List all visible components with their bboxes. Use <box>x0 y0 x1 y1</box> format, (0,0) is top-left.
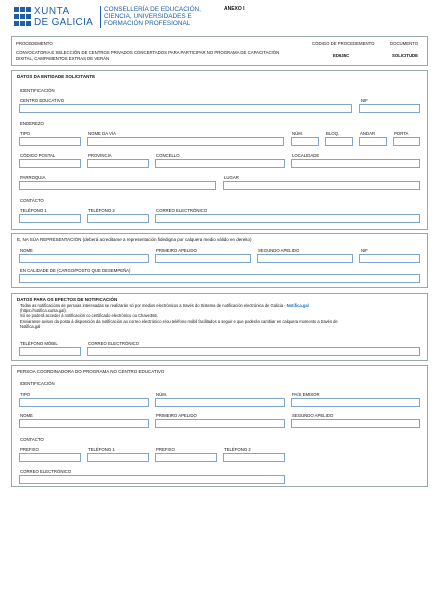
dept-line-1: CONSELLERÍA DE EDUCACIÓN, <box>104 6 201 13</box>
number-label: NÚM. <box>292 131 303 136</box>
council-label: CONCELLO <box>156 153 180 158</box>
notif-mobile-input[interactable] <box>19 347 81 356</box>
notif-email-input[interactable] <box>87 347 420 356</box>
coord-type-label: TIPO <box>20 392 31 397</box>
coord-email-input[interactable] <box>19 475 285 484</box>
coord-name-label: NOME <box>20 413 33 418</box>
coord-number-input[interactable] <box>155 398 285 407</box>
coord-contact-heading: CONTACTO <box>20 437 44 442</box>
rep-surname1-label: PRIMEIRO APELIDO <box>156 248 197 253</box>
rep-name-input[interactable] <box>19 254 149 263</box>
coord-surname1-input[interactable] <box>155 419 285 428</box>
coord-phone2-label: TELÉFONO 2 <box>224 447 251 452</box>
coord-country-label: PAÍS EMISOR <box>292 392 320 397</box>
rep-surname1-input[interactable] <box>155 254 251 263</box>
parish-label: PARROQUIA <box>20 175 46 180</box>
block-input[interactable] <box>325 137 353 146</box>
notif-mobile-label: TELÉFONO MÓBIL <box>20 341 58 346</box>
dept-line-2: CIENCIA, UNIVERSIDADES E <box>104 13 192 20</box>
phone2-input[interactable] <box>87 214 149 223</box>
email-label: CORREO ELECTRÓNICO <box>156 208 208 213</box>
coord-name-input[interactable] <box>19 419 149 428</box>
procedure-title-2: DIXITAL, CAMPAMENTOS EXTRAS DE VERÁN <box>16 56 110 61</box>
notification-line-2: (https://notifica.xunta.gal). <box>20 308 67 314</box>
rep-name-label: NOME <box>20 248 33 253</box>
type-input[interactable] <box>19 137 81 146</box>
type-label: TIPO <box>20 131 31 136</box>
province-label: PROVINCIA <box>88 153 112 158</box>
contact-heading: CONTACTO <box>20 198 44 203</box>
notification-text <box>20 303 420 329</box>
floor-label: ANDAR <box>360 131 376 136</box>
annex-label: ANEXO I <box>224 6 245 12</box>
coord-surname2-input[interactable] <box>291 419 420 428</box>
floor-input[interactable] <box>359 137 387 146</box>
identification-heading: IDENTIFICACIÓN <box>20 88 55 93</box>
street-input[interactable] <box>87 137 284 146</box>
rep-surname2-input[interactable] <box>257 254 353 263</box>
xunta-logo <box>14 6 100 28</box>
coord-prefix1-label: PREFIXO <box>20 447 39 452</box>
procedure-code-label: CÓDIGO DE PROCEDEMENTO <box>312 41 375 46</box>
logo-emblem-icon <box>14 7 31 26</box>
place-label: LUGAR <box>224 175 239 180</box>
centre-input[interactable] <box>19 104 352 113</box>
notification-line-4: Enviaranse avisos da posta á disposición da notificación ao correo electrónico e/ou teléfono móbil facilitados a seguir e que poderán cambiar en calquera momento a través de <box>20 318 338 324</box>
rep-surname2-label: SEGUNDO APELIDO <box>258 248 300 253</box>
coord-number-label: NÚM. <box>156 392 167 397</box>
coord-identification-heading: IDENTIFICACIÓN <box>20 381 55 386</box>
procedure-title-1: CONVOCATORIA E SELECCIÓN DE CENTROS PRIVADOS CONCERTADOS PARA PARTICIPAR NO PROGRAMA DE CAPACITACIÓN <box>16 50 280 55</box>
nif-label: NIF <box>361 98 368 103</box>
number-input[interactable] <box>291 137 319 146</box>
postcode-input[interactable] <box>19 159 81 168</box>
parish-input[interactable] <box>19 181 216 190</box>
dept-line-3: FORMACIÓN PROFESIONAL <box>104 20 191 27</box>
logo-text-xunta: XUNTA <box>34 6 70 17</box>
notifica-link[interactable]: Notifica.gal <box>286 303 309 308</box>
rep-role-label: EN CALIDADE DE (CARGO/POSTO QUE DESEMPEÑA) <box>20 268 131 273</box>
coord-surname2-label: SEGUNDO APELIDO <box>292 413 334 418</box>
coord-prefix2-input[interactable] <box>155 453 217 462</box>
procedure-label: PROCEDEMENTO <box>16 41 53 46</box>
applicant-title: DATOS DA ENTIDADE SOLICITANTE <box>17 74 96 79</box>
province-input[interactable] <box>87 159 149 168</box>
coord-email-label: CORREO ELECTRÓNICO <box>20 469 72 474</box>
locality-input[interactable] <box>291 159 420 168</box>
centre-label: CENTRO EDUCATIVO <box>20 98 65 103</box>
logo-divider <box>100 6 101 28</box>
coord-surname1-label: PRIMEIRO APELIDO <box>156 413 197 418</box>
representative-title: E, NA SÚA REPRESENTACIÓN (deberá acreditarse a representación fidedigna por calquera medio válido en dereito) <box>17 237 252 242</box>
coord-country-input[interactable] <box>291 398 420 407</box>
notification-title: DATOS PARA OS EFECTOS DE NOTIFICACIÓN <box>17 297 118 302</box>
phone1-label: TELÉFONO 1 <box>20 208 47 213</box>
notification-line-1: Todas as notificacións de persoas interesadas se realizarán só por medios electrónicos a través do Sistema de notificación electrónica de Galicia - <box>20 303 286 308</box>
coordinator-title: PERSOA COORDINADORA DO PROGRAMA NO CENTRO EDUCATIVO <box>17 369 165 374</box>
coord-prefix2-label: PREFIXO <box>156 447 175 452</box>
document-label: DOCUMENTO <box>390 41 419 46</box>
phone2-label: TELÉFONO 2 <box>88 208 115 213</box>
notif-email-label: CORREO ELECTRÓNICO <box>88 341 140 346</box>
rep-nif-label: NIF <box>361 248 368 253</box>
document-value: SOLICITUDE <box>392 53 419 58</box>
applicant-section <box>11 70 428 230</box>
door-input[interactable] <box>393 137 420 146</box>
postcode-label: CÓDIGO POSTAL <box>20 153 56 158</box>
rep-role-input[interactable] <box>19 274 420 283</box>
coord-phone1-input[interactable] <box>87 453 149 462</box>
rep-nif-input[interactable] <box>359 254 420 263</box>
coord-prefix1-input[interactable] <box>19 453 81 462</box>
locality-label: LOCALIDADE <box>292 153 320 158</box>
coord-phone1-label: TELÉFONO 1 <box>88 447 115 452</box>
department-name <box>104 6 214 27</box>
coord-type-input[interactable] <box>19 398 149 407</box>
door-label: PORTA <box>394 131 409 136</box>
notification-line-5: Notifica.gal <box>20 323 41 329</box>
nif-input[interactable] <box>359 104 420 113</box>
phone1-input[interactable] <box>19 214 81 223</box>
procedure-code-value: ED635C <box>333 53 350 58</box>
notification-line-3: Só se poderá acceder á notificación co certificado electrónico ou Chave365. <box>20 313 158 319</box>
logo-text-galicia: DE GALICIA <box>34 17 94 28</box>
email-input[interactable] <box>155 214 420 223</box>
street-label: NOME DA VÍA <box>88 131 116 136</box>
place-input[interactable] <box>223 181 420 190</box>
address-heading: ENDEREZO <box>20 121 44 126</box>
coord-phone2-input[interactable] <box>223 453 285 462</box>
block-label: BLOQ. <box>326 131 340 136</box>
council-input[interactable] <box>155 159 285 168</box>
